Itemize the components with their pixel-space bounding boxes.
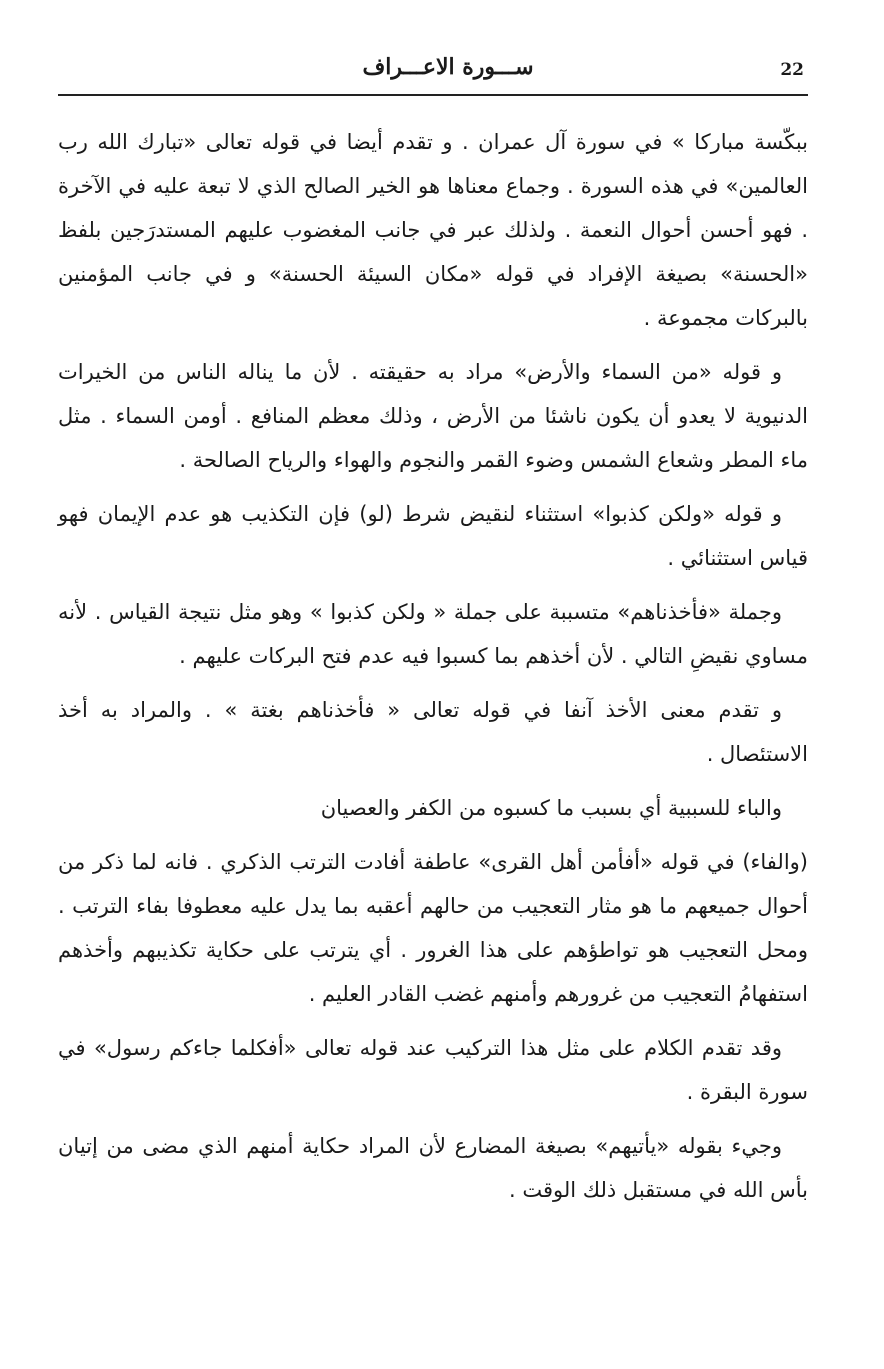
paragraph: ببكّسة مباركا » في سورة آل عمران . و تقدم أيضا في قوله تعالى «تبارك الله رب العالمين» في هذه السورة . وجماع معناها هو الخير الصالح الذي لا تبعة عليه في الآخرة . فهو أحسن أحوال النعمة . ولذلك عبر في جانب المغضوب عليهم المستدرَجين بلفظ «الحسنة» بصيغة الإفراد في قوله «مكان السيئة الحسنة» و في جانب المؤمنين بالبركات مجموعة .: [58, 130, 808, 330]
page-header: [58, 52, 808, 96]
header-rule: [58, 94, 808, 96]
paragraph: وقد تقدم الكلام على مثل هذا التركيب عند قوله تعالى «أفكلما جاءكم رسول» في سورة البقرة .: [58, 1036, 808, 1104]
paragraph: و قوله «من السماء والأرض» مراد به حقيقته . لأن ما يناله الناس من الخيرات الدنيوية لا يعدو أن يكون ناشئا من الأرض ، وذلك معظم المنافع . أومن السماء . مثل ماء المطر وشعاع الشمس وضوء القمر والنجوم والهواء والرياح الصالحة .: [58, 360, 808, 472]
body-text: [58, 120, 808, 1222]
paragraph: وجملة «فأخذناهم» متسببة على جملة « ولكن كذبوا » وهو مثل نتيجة القياس . لأنه مساوي نقيضِ التالي . لأن أخذهم بما كسبوا فيه عدم فتح البركات عليهم .: [58, 600, 808, 668]
paragraph: و قوله «ولكن كذبوا» استثناء لنقيض شرط (لو) فإن التكذيب هو عدم الإيمان فهو قياس استثنائي .: [58, 502, 808, 570]
page-number: 22: [780, 60, 804, 80]
running-title: ســـورة الاعـــراف: [362, 54, 534, 80]
paragraph: و تقدم معنى الأخذ آنفا في قوله تعالى « فأخذناهم بغتة » . والمراد به أخذ الاستئصال .: [58, 698, 808, 766]
paragraph: والباء للسببية أي بسبب ما كسبوه من الكفر والعصيان: [320, 796, 782, 820]
paragraph: وجيء بقوله «يأتيهم» بصيغة المضارع لأن المراد حكاية أمنهم الذي مضى من إتيان بأس الله في مستقبل ذلك الوقت .: [58, 1134, 808, 1202]
paragraph: (والفاء) في قوله «أفأمن أهل القرى» عاطفة أفادت الترتب الذكري . فانه لما ذكر من أحوال جميعهم ما هو مثار التعجيب من حالهم أعقبه بما يدل عليه معطوفا بفاء الترتب . ومحل التعجيب هو تواطؤهم على هذا الغرور . أي يترتب على حكاية تكذيبهم وأخذهم استفهامُ التعجيب من غرورهم وأمنهم غضب القادر العليم .: [58, 850, 808, 1006]
